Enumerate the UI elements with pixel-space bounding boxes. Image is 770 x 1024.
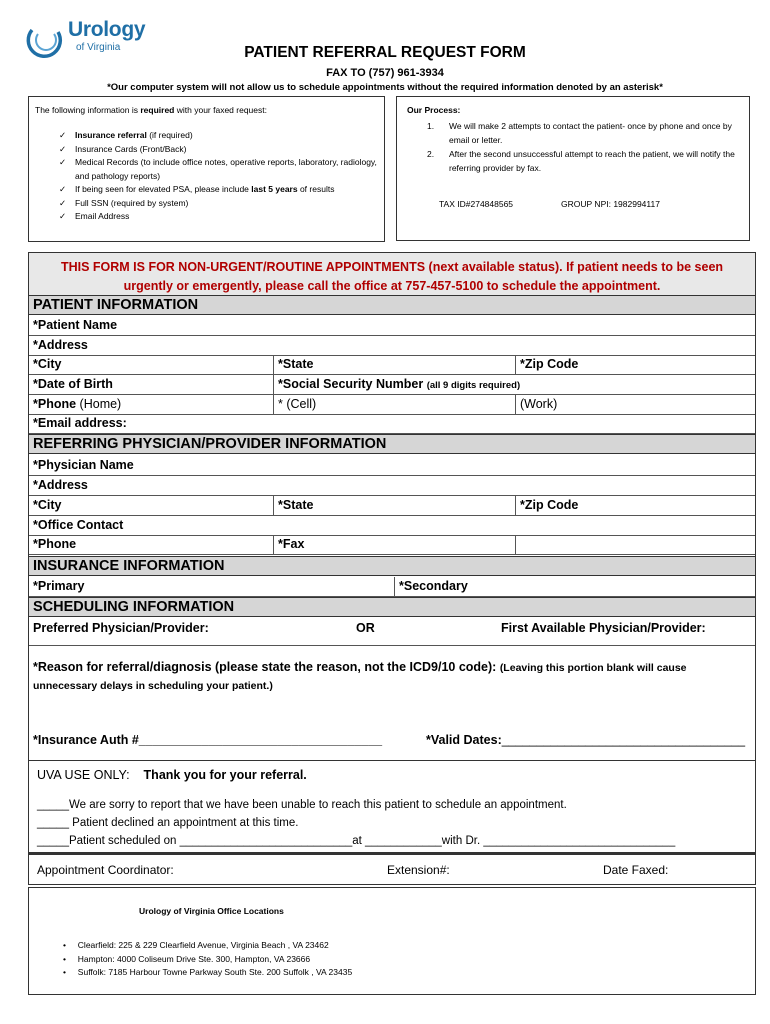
patient-section-heading: PATIENT INFORMATION [29,295,755,315]
requirement-item: ✓ Full SSN (required by system) [59,197,378,211]
appointment-coordinator-field[interactable]: Appointment Coordinator: [37,863,174,877]
check-icon: ✓ [59,184,67,194]
physician-phone-field[interactable]: *Phone [33,537,77,551]
check-icon: ✓ [59,211,67,221]
process-box [396,96,750,241]
coordinator-row [28,854,756,885]
physician-section-heading: REFERRING PHYSICIAN/PROVIDER INFORMATION [29,434,755,454]
uva-declined-line[interactable]: _____ Patient declined an appointment at this time. [37,817,299,829]
physician-phone-row [29,535,755,555]
patient-cell-field[interactable]: * (Cell) [273,395,316,414]
check-icon: ✓ [59,143,67,154]
physician-zip-field[interactable]: *Zip Code [515,496,578,515]
patient-address-field[interactable]: *Address [29,336,755,356]
urgent-banner: THIS FORM IS FOR NON-URGENT/ROUTINE APPOINTMENTS (next available status). If patient needs to be seen urgently or emergently, please call the office at 757-457-5100 to schedule the appointment. [29,253,755,295]
requirement-item: ✓ If being seen for elevated PSA, please include last 5 years of results [59,183,378,197]
location-item: • Hampton: 4000 Coliseum Drive Ste. 300, Hampton, VA 23666 [63,953,311,964]
uva-use-only-box [28,760,756,853]
physician-address-field[interactable]: *Address [29,476,755,496]
check-icon: ✓ [59,130,67,140]
requirement-item: ✓ Email Address [59,210,378,224]
patient-ssn-field[interactable]: *Social Security Number (all 9 digits required) [273,375,520,394]
patient-email-field[interactable]: *Email address: [29,414,755,434]
fax-number: FAX TO (757) 961-3934 [326,67,444,79]
patient-work-field[interactable]: (Work) [515,395,557,414]
patient-zip-field[interactable]: *Zip Code [515,355,578,374]
process-heading: Our Process: [407,105,461,115]
primary-insurance-field[interactable]: *Primary [33,579,85,593]
first-available-field[interactable]: First Available Physician/Provider: [501,621,706,635]
office-locations-box [28,887,756,995]
requirements-box [28,96,385,242]
physician-state-field[interactable]: *State [273,496,313,515]
process-step: 1. We will make 2 attempts to contact the patient- once by phone and once by email or letter. [427,121,732,145]
uva-scheduled-line[interactable]: _____Patient scheduled on ___________________________at ____________with Dr. ______________________________ [37,835,676,847]
valid-dates-field[interactable]: *Valid Dates:___________________________________ [426,733,746,747]
requirement-item: ✓ Insurance Cards (Front/Back) [59,143,378,157]
physician-city-field[interactable]: *City [33,498,62,512]
insurance-auth-field[interactable]: *Insurance Auth #___________________________________ [33,733,383,747]
patient-name-field[interactable]: *Patient Name [29,316,755,336]
patient-phone-row [29,395,755,415]
check-icon: ✓ [59,197,67,208]
secondary-insurance-field[interactable]: *Secondary [394,577,468,596]
extension-field[interactable]: Extension#: [387,863,450,877]
insurance-row [29,577,755,597]
tax-id: TAX ID#274848565 [439,199,514,209]
asterisk-note: *Our computer system will not allow us to schedule appointments without the required information denoted by an asterisk* [107,82,663,93]
office-contact-field[interactable]: *Office Contact [29,516,755,536]
patient-dob-field[interactable]: *Date of Birth [33,377,113,391]
date-faxed-field[interactable]: Date Faxed: [603,863,669,877]
location-item: • Clearfield: 225 & 229 Clearfield Avenue, Virginia Beach , VA 23462 [63,940,329,950]
requirements-intro: The following information is required with your faxed request: [35,105,267,115]
scheduling-section-heading: SCHEDULING INFORMATION [29,597,755,617]
locations-list [63,939,352,980]
reason-field[interactable]: *Reason for referral/diagnosis (please state the reason, not the ICD9/10 code): (Leaving this portion blank will cause unnecessary delays in scheduling your patient.) [33,660,687,692]
physician-city-row [29,496,755,516]
physician-name-field[interactable]: *Physician Name [29,456,755,476]
patient-city-row [29,355,755,375]
locations-heading: Urology of Virginia Office Locations [139,906,284,916]
logo-subtext: of Virginia [76,42,121,53]
preferred-provider-field[interactable]: Preferred Physician/Provider: [33,621,209,635]
uva-heading: UVA USE ONLY: Thank you for your referral. [37,768,307,782]
physician-fax-field[interactable]: *Fax [273,535,304,554]
patient-phone-home-field[interactable]: *Phone (Home) [33,397,122,411]
process-step: 2. After the second unsuccessful attempt to reach the patient, we will notify the referring provider by fax. [427,149,735,173]
insurance-section-heading: INSURANCE INFORMATION [29,556,755,576]
location-item: • Suffolk: 7185 Harbour Towne Parkway South Ste. 200 Suffolk , VA 23435 [63,967,353,977]
page-title: PATIENT REFERRAL REQUEST FORM [244,44,526,61]
logo-text: Urology [68,18,146,41]
or-label: OR [356,621,375,635]
check-icon: ✓ [59,157,67,167]
uva-unreachable-line[interactable]: _____We are sorry to report that we have been unable to reach this patient to schedule an appointment. [37,799,567,811]
patient-dob-row [29,375,755,395]
patient-city-field[interactable]: *City [33,357,62,371]
patient-state-field[interactable]: *State [273,355,313,374]
requirement-item: ✓ Insurance referral (if required) [59,129,378,143]
group-npi: GROUP NPI: 1982994117 [561,199,660,209]
requirement-item: ✓ Medical Records (to include office notes, operative reports, laboratory, radiology, and pathology reports) [59,157,377,181]
